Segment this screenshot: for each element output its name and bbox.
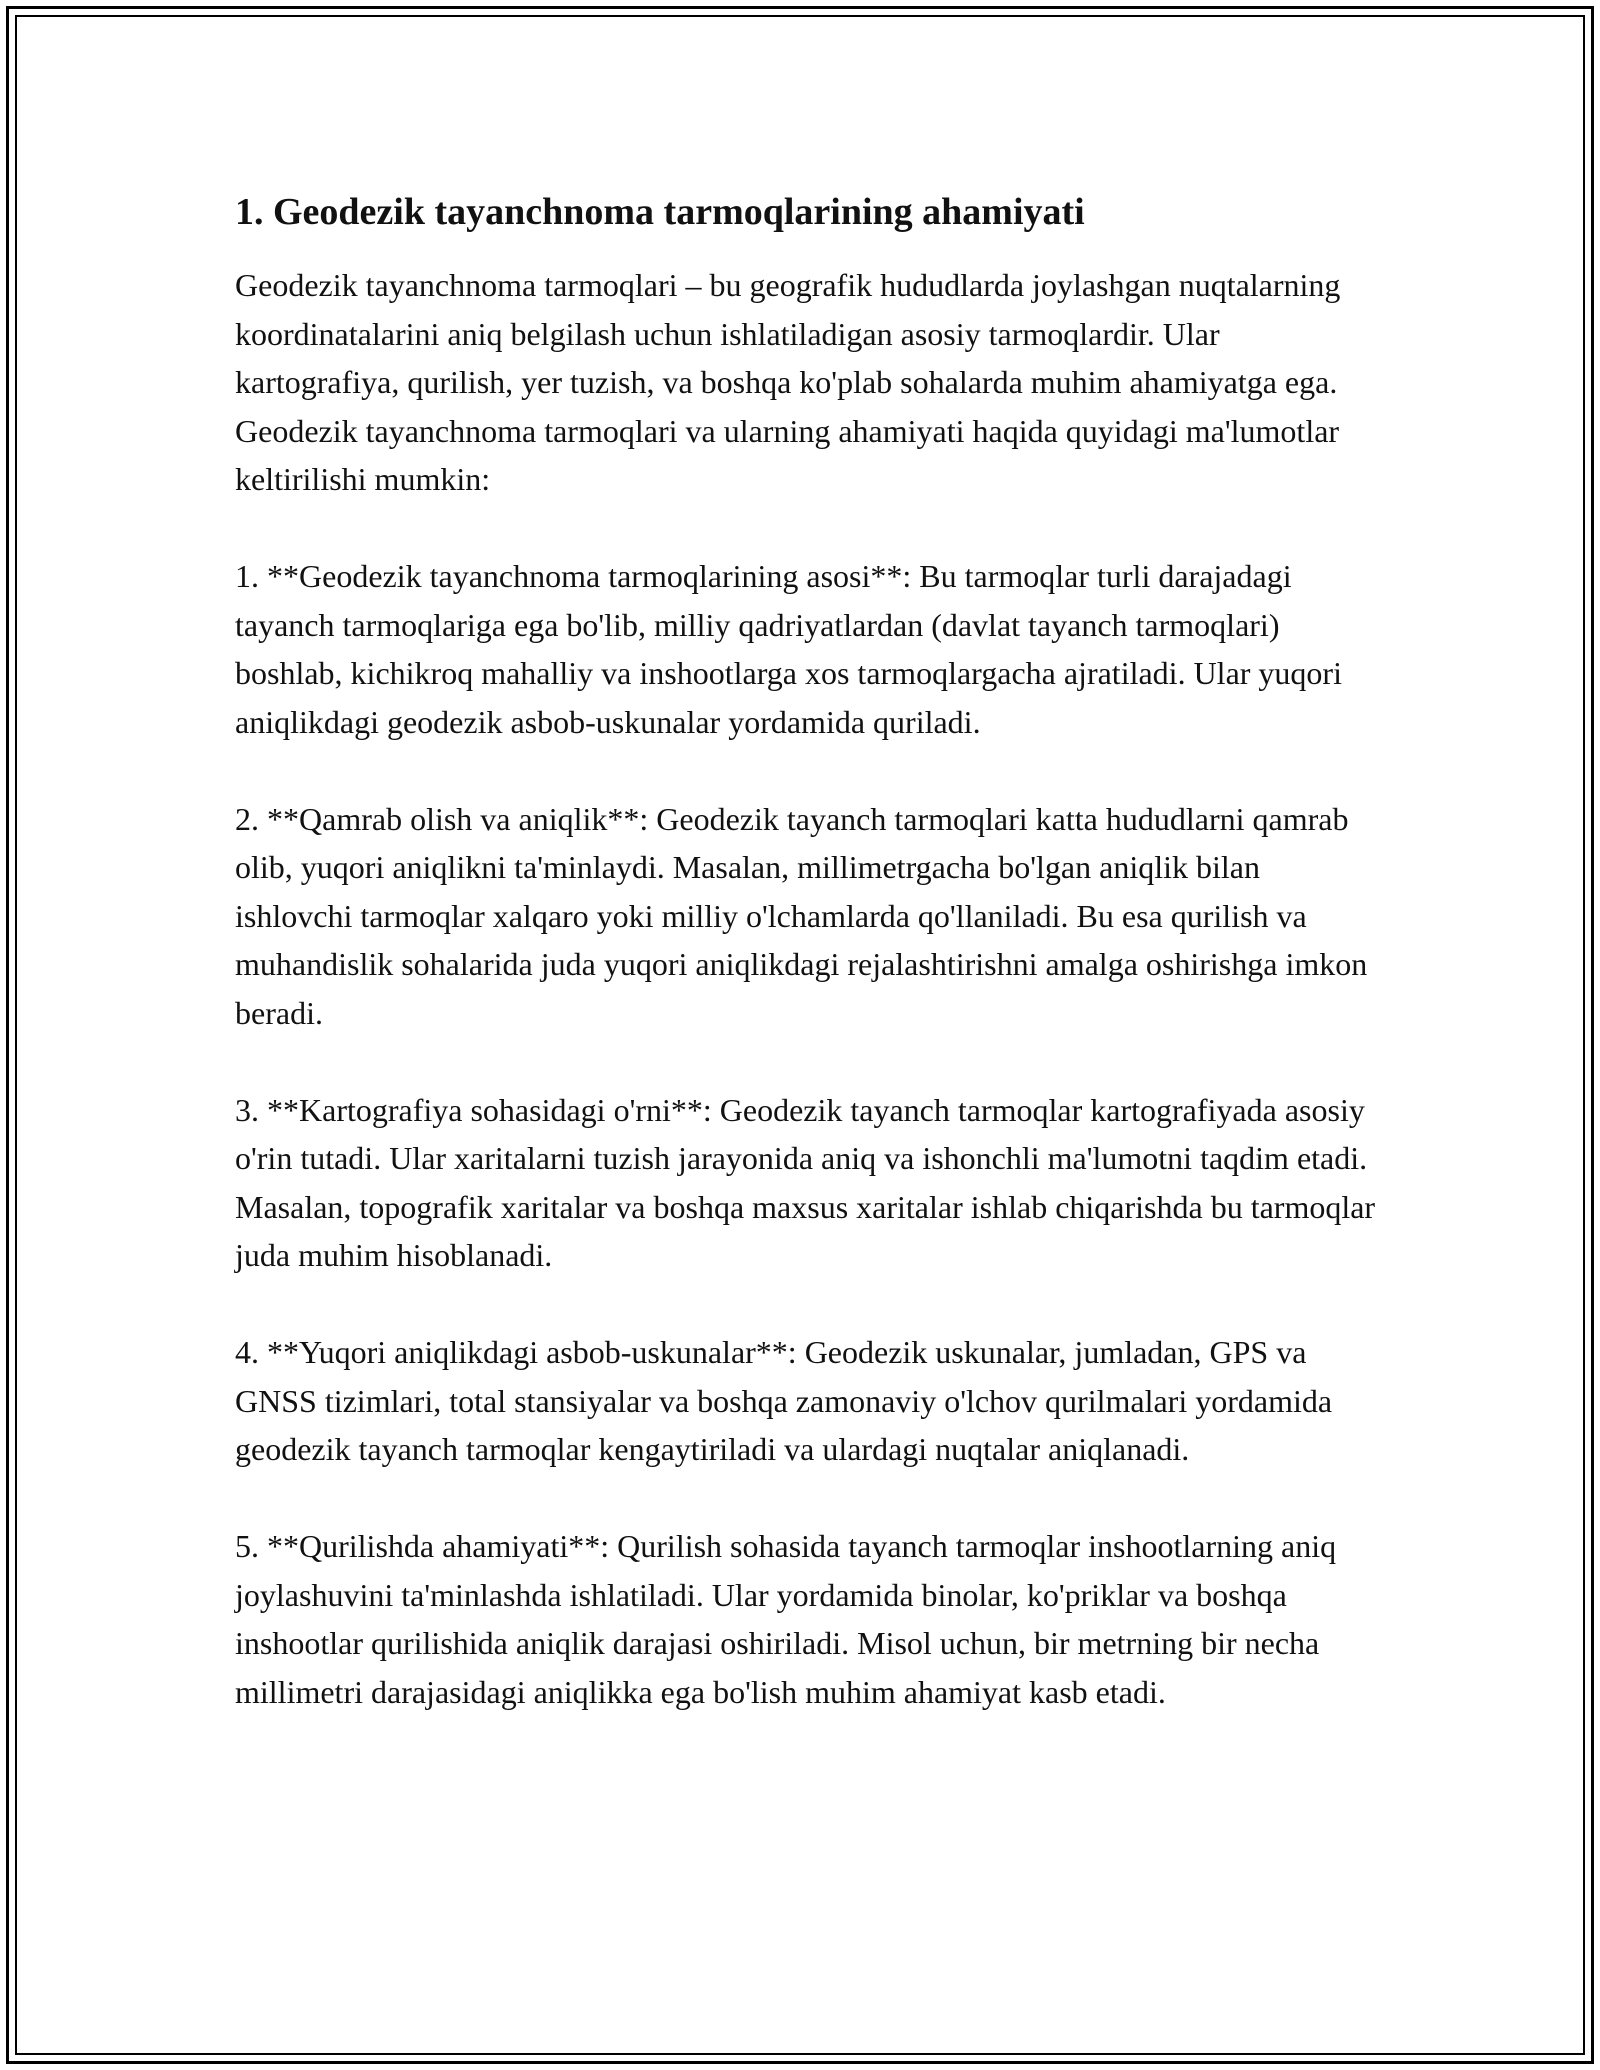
document-body [235,187,1385,1765]
list-item-paragraph: 1. **Geodezik tayanchnoma tarmoqlarining asosi**: Bu tarmoqlar turli darajadagi tayanch tarmoqlariga ega bo'lib, milliy qadriyatlardan (davlat tayanch tarmoqlari) boshlab, kichikroq mahalliy va inshootlarga xos tarmoqlargacha ajratiladi. Ular yuqori aniqlikdagi geodezik asbob-uskunalar yordamida quriladi. [235,558,1342,740]
list-item-paragraph: 3. **Kartografiya sohasidagi o'rni**: Geodezik tayanch tarmoqlar kartografiyada asosiy o'rin tutadi. Ular xaritalarni tuzish jarayonida aniq va ishonchli ma'lumotni taqdim etadi. Masalan, topografik xaritalar va boshqa maxsus xaritalar ishlab chiqarishda bu tarmoqlar juda muhim hisoblanadi. [235,1091,1376,1273]
list-item-paragraph: 5. **Qurilishda ahamiyati**: Qurilish sohasida tayanch tarmoqlar inshootlarning aniq joylashuvini ta'minlashda ishlatiladi. Ular yordamida binolar, ko'priklar va boshqa inshootlar qurilishida aniqlik darajasi oshiriladi. Misol uchun, bir metrning bir necha millimetri darajasidagi aniqlikka ega bo'lish muhim ahamiyat kasb etadi. [235,1528,1337,1710]
document-title: 1. Geodezik tayanchnoma tarmoqlarining ahamiyati [235,191,1085,233]
list-item-paragraph: 2. **Qamrab olish va aniqlik**: Geodezik tayanch tarmoqlari katta hududlarni qamrab olib, yuqori aniqlikni ta'minlaydi. Masalan, millimetrgacha bo'lgan aniqlik bilan ishlovchi tarmoqlar xalqaro yoki milliy o'lchamlarda qo'llaniladi. Bu esa qurilish va muhandislik sohalarida juda yuqori aniqlikdagi rejalashtirishni amalga oshirishga imkon beradi. [235,800,1368,1031]
intro-paragraph: Geodezik tayanchnoma tarmoqlari – bu geografik hududlarda joylashgan nuqtalarning koordinatalarini aniq belgilash uchun ishlatiladigan asosiy tarmoqlardir. Ular kartografiya, qurilish, yer tuzish, va boshqa ko'plab sohalarda muhim ahamiyatga ega. Geodezik tayanchnoma tarmoqlari va ularning ahamiyati haqida quyidagi ma'lumotlar keltirilishi mumkin: [235,267,1341,497]
list-item-paragraph: 4. **Yuqori aniqlikdagi asbob-uskunalar**: Geodezik uskunalar, jumladan, GPS va GNSS tizimlari, total stansiyalar va boshqa zamonaviy o'lchov qurilmalari yordamida geodezik tayanch tarmoqlar kengaytiriladi va ulardagi nuqtalar aniqlanadi. [235,1334,1333,1467]
